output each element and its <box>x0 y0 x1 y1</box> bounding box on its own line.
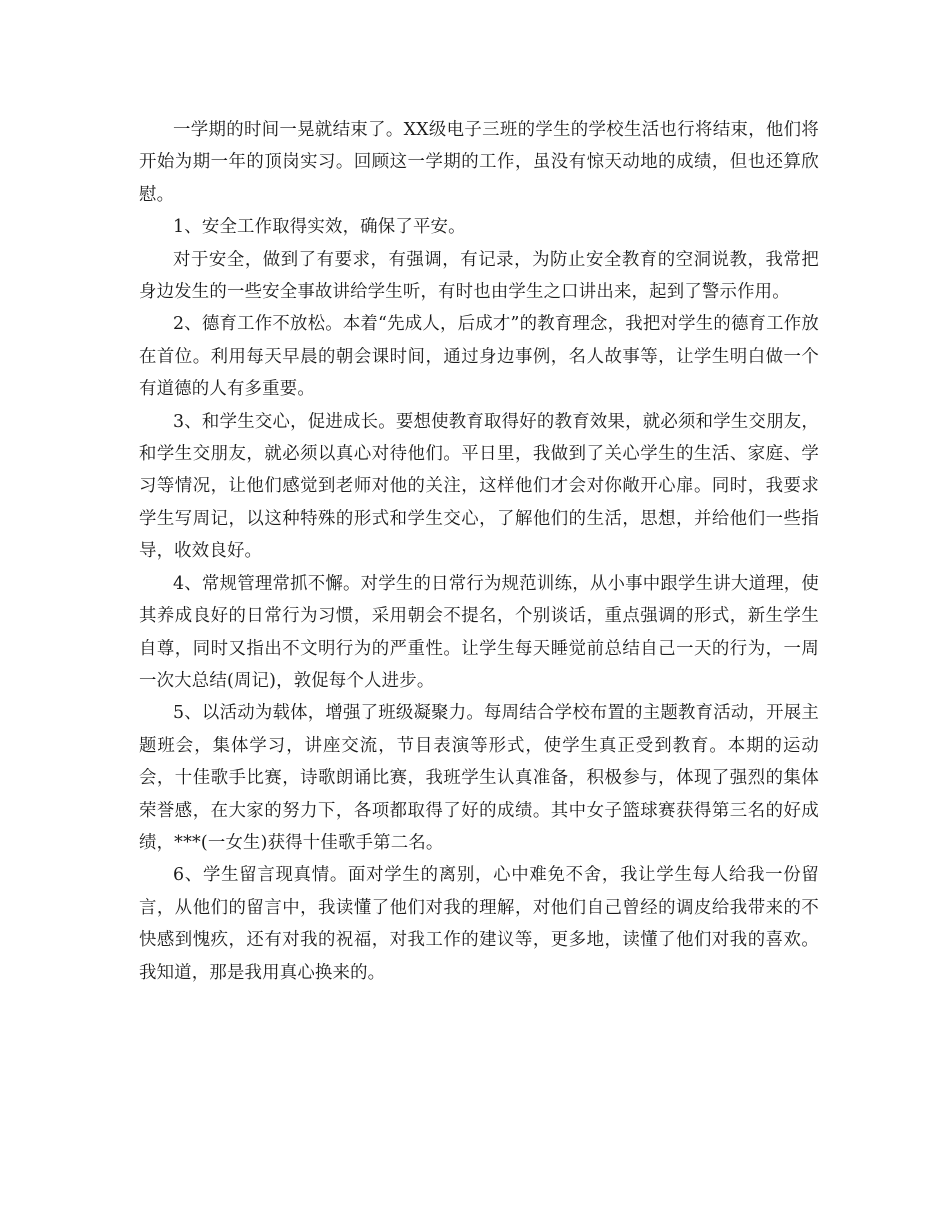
activities-paragraph: 5、以活动为载体，增强了班级凝聚力。每周结合学校布置的主题教育活动，开展主题班会，集体学习，讲座交流，节目表演等形式，使学生真正受到教育。本期的运动会，十佳歌手比赛，诗歌朗诵比赛，我班学生认真准备，积极参与，体现了强烈的集体荣誉感，在大家的努力下，各项都取得了好的成绩。其中女子篮球赛获得第三名的好成绩，***(一女生)获得十佳歌手第二名。 <box>139 703 819 853</box>
safety-detail-paragraph: 对于安全，做到了有要求，有强调，有记录，为防止安全教育的空洞说教，我常把身边发生的一些安全事故讲给学生听，有时也由学生之口讲出来，起到了警示作用。 <box>139 249 819 303</box>
farewell-messages-paragraph: 6、学生留言现真情。面对学生的离别，心中难免不舍，我让学生每人给我一份留言，从他们的留言中，我读懂了他们对我的理解，对他们自己曾经的调皮给我带来的不快感到愧疚，还有对我的祝福，对我工作的建议等，更多地，读懂了他们对我的喜欢。我知道，那是我用真心换来的。 <box>139 865 819 983</box>
safety-heading-paragraph: 1、安全工作取得实效，确保了平安。 <box>173 217 466 238</box>
communication-paragraph: 3、和学生交心，促进成长。要想使教育取得好的教育效果，就必须和学生交朋友，和学生交朋友，就必须以真心对待他们。平日里，我做到了关心学生的生活、家庭、学习等情况，让他们感觉到老师对他的关注，这样他们才会对你敞开心扉。同时，我要求学生写周记，以这种特殊的形式和学生交心，了解他们的生活，思想，并给他们一些指导，收效良好。 <box>139 411 819 562</box>
moral-education-paragraph: 2、德育工作不放松。本着“先成人，后成才”的教育理念，我把对学生的德育工作放在首位。利用每天早晨的朝会课时间，通过身边事例，名人故事等，让学生明白做一个有道德的人有多重要。 <box>139 314 819 400</box>
intro-paragraph: 一学期的时间一晃就结束了。XX级电子三班的学生的学校生活也行将结束，他们将开始为期一年的顶岗实习。回顾这一学期的工作，虽没有惊天动地的成绩，但也还算欣慰。 <box>139 120 819 205</box>
document-body <box>139 114 819 989</box>
routine-management-paragraph: 4、常规管理常抓不懈。对学生的日常行为规范训练，从小事中跟学生讲大道理，使其养成良好的日常行为习惯，采用朝会不提名，个别谈话，重点强调的形式，新生学生自尊，同时又指出不文明行为的严重性。让学生每天睡觉前总结自己一天的行为，一周一次大总结(周记)，敦促每个人进步。 <box>139 573 819 691</box>
